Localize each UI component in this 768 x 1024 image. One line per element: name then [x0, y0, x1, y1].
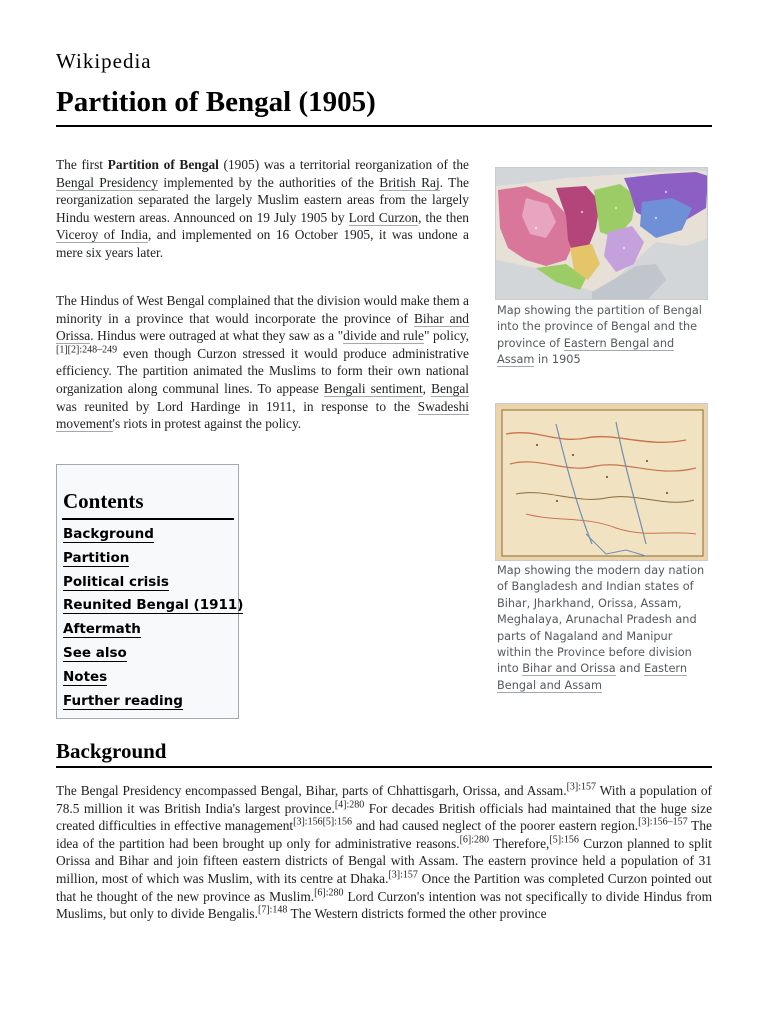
- partition-map-caption: Map showing the partition of Bengal into the province of Bengal and the province of Eastern Bengal and Assam in 1905: [497, 304, 702, 367]
- toc-item: [63, 547, 243, 571]
- toc-item: [63, 618, 243, 642]
- link-bihar-and-orissa[interactable]: Bihar and Orissa: [56, 310, 469, 344]
- link-lord-curzon[interactable]: Lord Curzon: [348, 209, 419, 225]
- title-divider: [56, 125, 712, 127]
- background-paragraph: The Bengal Presidency encompassed Bengal, Bihar, parts of Chhattisgarh, Orissa, and Assam.$^{[3]:157}$ With a population of 78.5 million it was British India's largest province.$^{[4]:280}$ For decades British officials had maintained that the huge size created difficulties in effective management$^{[3]:156[5]:156}$ and had caused neglect of the poorer eastern region.$^{[3]:156-157}$ The idea of the partition had been brought up only for administrative reasons.$^{[6]:280}$ Therefore,$^{[5]:156}$ Curzon planned to split Orissa and Bihar and join fifteen eastern districts of Bengal with Assam. The eastern province held a population of 31 million, most of which was Muslim, with its centre at Dhaka.$^{[3]:157}$ Once the Partition was completed Curzon pointed out that he thought of the new province as Muslim.$^{[6]:280}$ Lord Curzon's intention was not specifically to divide Hindus from Muslims, but only to divide Bengalis.$^{[7]:148}$ The Western districts formed the other province: [56, 781, 713, 922]
- reference-3c[interactable]: [3]:156–157: [638, 816, 688, 828]
- toc-link-aftermath[interactable]: Aftermath: [63, 621, 141, 638]
- partition-map-drawing: [496, 168, 708, 300]
- caption-link-eastern-bengal-and-assam-2[interactable]: Eastern Bengal and Assam: [497, 662, 688, 692]
- reference-1[interactable]: [1]: [56, 344, 68, 356]
- toc-link-further-reading[interactable]: Further reading: [63, 692, 183, 709]
- historical-map-caption: Map showing the modern day nation of Bangladesh and Indian states of Bihar, Jharkhand, Orissa, Assam, Meghalaya, Arunachal Pradesh and parts of Nagaland and Manipur within the Province before division into Bihar and Orissa and Eastern Bengal and Assam: [497, 564, 705, 692]
- caption-link-bihar-and-orissa[interactable]: Bihar and Orissa: [522, 662, 616, 676]
- link-divide-and-rule[interactable]: divide and rule: [343, 328, 424, 344]
- toc-list: [63, 523, 243, 713]
- intro-paragraph-2: The Hindus of West Bengal complained that the division would make them a minority in a province that would incorporate the province of Bihar and Orissa. Hindus were outraged at what they saw as a "divide and rule" policy,$^{[1][2]:248-249}$ even though Curzon stressed it would produce administrative efficiency. The partition animated the Muslims to form their own national organization along communal lines. To appease Bengali sentiment, Bengal was reunited by Lord Hardinge in 1911, in response to the Swadeshi movement's riots in protest against the policy.: [56, 293, 469, 432]
- toc-link-background[interactable]: Background: [63, 526, 154, 542]
- wikipedia-logo[interactable]: Wikipedia: [56, 49, 152, 73]
- toc-item: [63, 594, 243, 618]
- toc-link-notes[interactable]: Notes: [63, 668, 108, 685]
- reference-7[interactable]: [7]:148: [257, 904, 288, 916]
- toc-item: [63, 571, 243, 595]
- toc-divider: [62, 518, 234, 520]
- historical-map-drawing: [496, 404, 708, 561]
- link-swadeshi-movement[interactable]: Swadeshi movement: [56, 398, 469, 432]
- historical-map-image[interactable]: [495, 403, 708, 561]
- intro-paragraph-1: The first Partition of Bengal (1905) was a territorial reorganization of the Bengal Presidency implemented by the authorities of the British Raj. The reorganization separated the largely Muslim eastern areas from the largely Hindu western areas. Announced on 19 July 1905 by Lord Curzon, the then Viceroy of India, and implemented on 16 October 1905, it was undone a mere six years later.: [56, 157, 470, 260]
- toc-link-political-crisis[interactable]: Political crisis: [63, 573, 169, 590]
- link-viceroy-of-india[interactable]: Viceroy of India: [56, 227, 148, 243]
- link-bengali-sentiment[interactable]: Bengali sentiment: [323, 380, 423, 396]
- toc-link-partition[interactable]: Partition: [63, 549, 130, 566]
- reference-4[interactable]: [4]:280: [334, 799, 365, 811]
- table-of-contents: [56, 464, 244, 719]
- reference-2[interactable]: [2]: [67, 344, 80, 356]
- section-divider: [56, 766, 712, 768]
- link-british-raj[interactable]: British Raj: [379, 174, 440, 190]
- reference-5b[interactable]: [5]:156: [549, 834, 579, 846]
- reference-3d[interactable]: [3]:157: [388, 869, 418, 881]
- reference-6[interactable]: [6]:280: [459, 834, 490, 846]
- reference-3[interactable]: [3]:157: [566, 781, 597, 793]
- partition-map-image[interactable]: [495, 167, 708, 300]
- reference-3b[interactable]: [3]:156: [293, 816, 323, 828]
- reference-6b[interactable]: [6]:280: [314, 887, 344, 899]
- toc-item: [63, 642, 243, 666]
- toc-item: [63, 690, 243, 714]
- toc-link-see-also[interactable]: See also: [63, 644, 127, 661]
- toc-link-reunited-bengal[interactable]: Reunited Bengal (1911): [63, 597, 244, 614]
- toc-item: [63, 523, 243, 547]
- page-title: Partition of Bengal (1905): [56, 86, 376, 118]
- link-bengal-presidency[interactable]: Bengal Presidency: [56, 174, 159, 190]
- bold-term: Partition of Bengal: [107, 157, 219, 172]
- link-bengal[interactable]: Bengal: [431, 380, 469, 396]
- section-heading-background: Background: [56, 739, 167, 763]
- reference-5[interactable]: [5]:156: [322, 816, 353, 828]
- toc-item: [63, 666, 243, 690]
- toc-title: Contents: [63, 489, 144, 513]
- caption-link-eastern-bengal-and-assam[interactable]: Eastern Bengal and Assam: [497, 336, 675, 367]
